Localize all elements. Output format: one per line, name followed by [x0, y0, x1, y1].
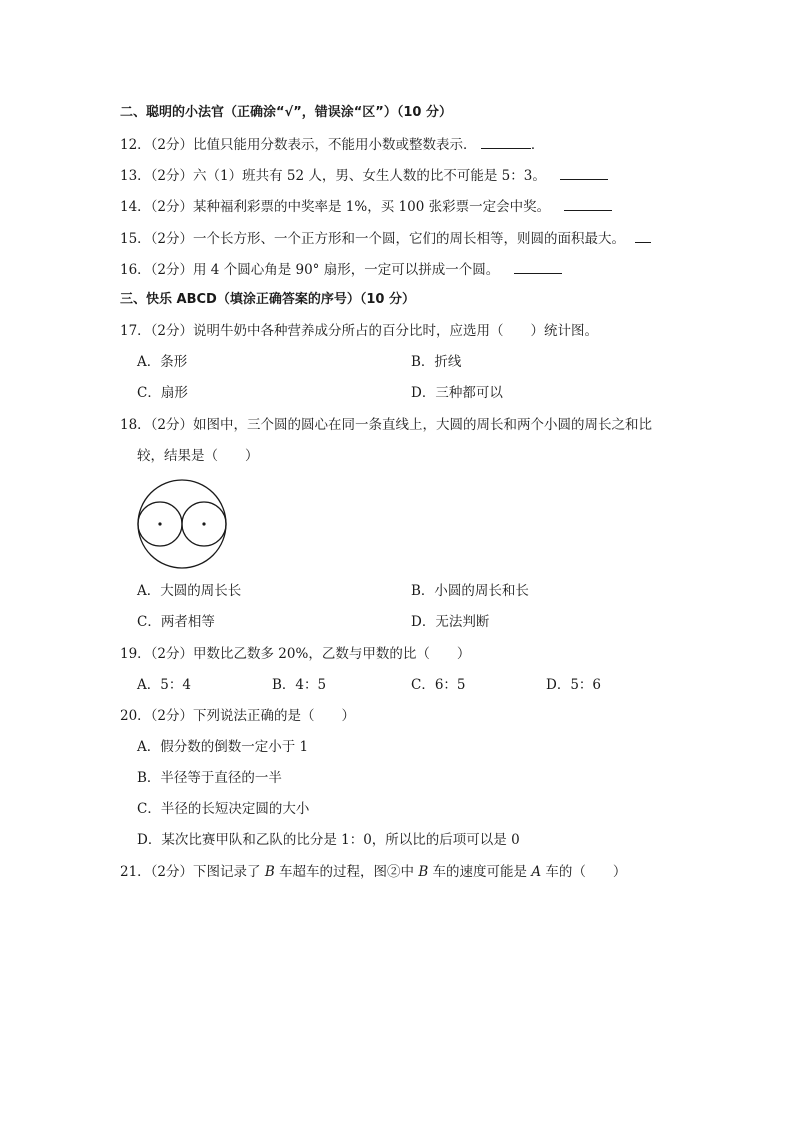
q21-stem-post: 车的（ ）	[541, 864, 627, 880]
question-15-text: 15．（2分）一个长方形、一个正方形和一个圆，它们的周长相等，则圆的面积最大。	[120, 231, 626, 247]
q18-option-b[interactable]: B．小圆的周长和长	[411, 583, 529, 599]
q20-option-a[interactable]: A．假分数的倒数一定小于 1	[137, 739, 309, 755]
q21-car-b-label-2: B	[418, 864, 429, 880]
answer-blank-12[interactable]	[481, 134, 531, 149]
question-14-text: 14．（2分）某种福利彩票的中奖率是 1%，买 100 张彩票一定会中奖。	[120, 199, 551, 215]
question-18-stem-line2: 较，结果是（ ）	[137, 448, 259, 464]
question-21-stem	[120, 862, 626, 882]
question-17-stem: 17．（2分）说明牛奶中各种营养成分所占的百分比时，应选用（ ）统计图。	[120, 323, 599, 339]
question-12-text: 12．（2分）比值只能用分数表示，不能用小数或整数表示．	[120, 137, 477, 153]
q19-option-c[interactable]: C．6：5	[411, 677, 466, 693]
q21-car-b-label: B	[264, 864, 275, 880]
question-13	[120, 165, 608, 186]
question-12	[120, 134, 544, 155]
q20-option-c[interactable]: C．半径的长短决定圆的大小	[137, 801, 310, 817]
question-15	[120, 228, 651, 249]
q17-option-c[interactable]: C．扇形	[137, 385, 188, 401]
left-center-dot	[158, 522, 161, 525]
question-12-end: ．	[530, 137, 545, 153]
q19-option-b[interactable]: B．4：5	[272, 677, 327, 693]
q19-option-a[interactable]: A．5：4	[137, 677, 191, 693]
question-16	[120, 259, 562, 280]
q21-stem-mid2: 车的速度可能是	[428, 864, 532, 880]
question-18-stem-line1: 18．（2分）如图中，三个圆的圆心在同一条直线上，大圆的周长和两个小圆的周长之和比	[120, 417, 653, 433]
q20-option-d[interactable]: D．某次比赛甲队和乙队的比分是 1：0，所以比的后项可以是 0	[137, 832, 520, 848]
q17-option-d[interactable]: D．三种都可以	[411, 385, 503, 401]
answer-blank-14[interactable]	[564, 196, 612, 211]
q17-option-b[interactable]: B．折线	[411, 354, 462, 370]
q21-car-a-label: A	[531, 864, 542, 880]
answer-blank-16[interactable]	[514, 259, 562, 274]
question-19-stem: 19．（2分）甲数比乙数多 20%，乙数与甲数的比（ ）	[120, 646, 471, 662]
q17-option-a[interactable]: A．条形	[137, 354, 188, 370]
section-2-heading: 二、聪明的小法官（正确涂“√”，错误涂“区”）（10 分）	[120, 105, 452, 120]
question-13-text: 13．（2分）六（1）班共有 52 人，男、女生人数的比不可能是 5：3。	[120, 168, 546, 184]
question-14	[120, 196, 612, 217]
three-circles-figure	[136, 478, 228, 570]
q19-option-d[interactable]: D．5：6	[546, 677, 602, 693]
question-20-stem: 20．（2分）下列说法正确的是（ ）	[120, 708, 356, 724]
q18-option-c[interactable]: C．两者相等	[137, 614, 215, 630]
answer-blank-15[interactable]	[635, 228, 651, 243]
section-3-heading: 三、快乐 ABCD（填涂正确答案的序号）（10 分）	[120, 292, 415, 307]
answer-blank-13[interactable]	[560, 165, 608, 180]
q21-stem-pre: 21．（2分）下图记录了	[120, 864, 265, 880]
q21-stem-mid1: 车超车的过程，图②中	[274, 864, 419, 880]
q18-option-a[interactable]: A．大圆的周长长	[137, 583, 242, 599]
q20-option-b[interactable]: B．半径等于直径的一半	[137, 770, 282, 786]
right-center-dot	[202, 522, 205, 525]
question-16-text: 16．（2分）用 4 个圆心角是 90° 扇形，一定可以拼成一个圆。	[120, 262, 500, 278]
q18-option-d[interactable]: D．无法判断	[411, 614, 490, 630]
